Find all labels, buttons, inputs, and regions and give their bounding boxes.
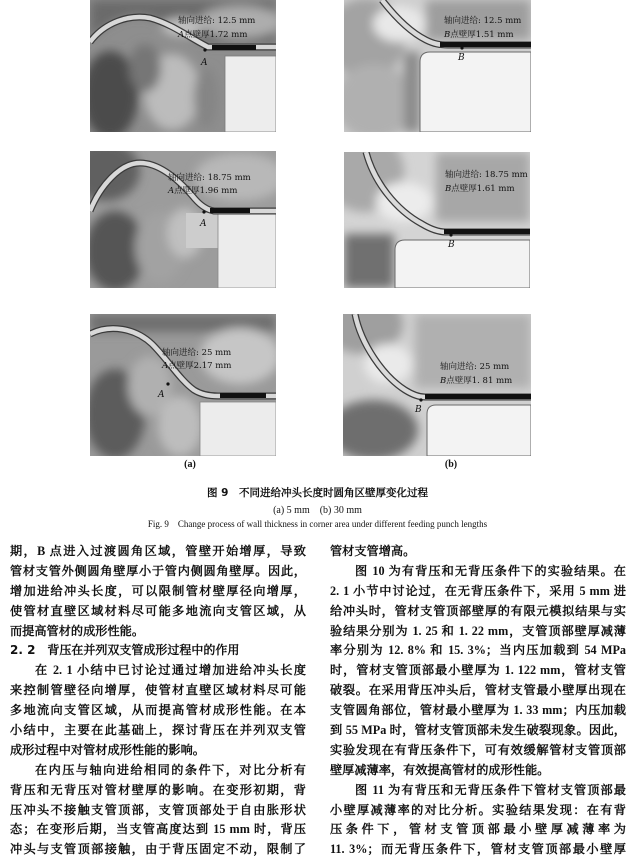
- text-line: 图 11 为有背压和无背压条件下管材支管顶部最: [355, 782, 626, 797]
- die-block: [200, 402, 276, 456]
- text-line: 时，管材支管顶部最小壁厚为 1. 122 mm，管材支管: [330, 663, 626, 678]
- text-line: 而提高管材的成形性能。: [10, 623, 145, 638]
- thickness-label: [439, 375, 512, 386]
- text-line: 小壁厚减薄率的对比分析。实验结果发现：在有背: [330, 802, 626, 817]
- text-line: 冲头与支管顶部接触，由于背压固定不动，限制了: [10, 842, 306, 857]
- text-line: 背压和无背压对管材壁厚的影响。在变形初期，背: [10, 782, 306, 797]
- die-block: [420, 52, 531, 132]
- text-line: 给冲头时，管材支管顶部壁厚的有限元模拟结果与实: [330, 603, 626, 618]
- die-block: [225, 56, 276, 132]
- feed-label: 轴向进给: 18.75 mm: [168, 173, 251, 183]
- point-marker: [460, 46, 463, 49]
- fea-panel-a-row3: [90, 314, 276, 456]
- text-line: 增加进给冲头长度，可以限制管材壁厚径向增厚，: [10, 583, 306, 598]
- text-line: 来控制管壁径向增厚，使管材直壁区域材料尽可能: [10, 683, 306, 698]
- fea-panel-a-row1: [90, 0, 276, 132]
- thickness-label: [443, 29, 514, 40]
- figure-caption-subcaption: (a) 5 mm (b) 30 mm: [273, 505, 362, 516]
- point-label: B: [415, 405, 422, 415]
- thickness-label: [161, 360, 231, 371]
- feed-punch: [220, 393, 266, 398]
- thickness-value: 点壁厚1. 81 mm: [446, 376, 513, 386]
- die-block: [395, 240, 530, 288]
- feed-label: 轴向进给: 25 mm: [440, 362, 510, 372]
- thickness-value: 点壁厚1.51 mm: [450, 30, 514, 40]
- die-block: [427, 405, 531, 456]
- thickness-point: A: [178, 30, 185, 40]
- thickness-label: [177, 29, 247, 40]
- text-line: 多地流向支管区域，从而提高管材成形性能。在本: [10, 703, 306, 718]
- text-line: 支管圆角部位，管材最小壁厚为 1. 33 mm；内压加载: [330, 703, 626, 718]
- text-line: 2. 1 小节中讨论过，在无背压条件下，采用 5 mm 进: [330, 583, 626, 598]
- point-marker: [202, 210, 205, 213]
- point-label: B: [458, 53, 465, 63]
- text-line: 图 10 为有背压和无背压条件下的实验结果。在: [355, 563, 626, 578]
- text-line: 11. 3%；而无背压条件下，管材支管顶部最小壁厚: [330, 842, 626, 857]
- figure-caption-chinese: 图 9 不同进给冲头长度时圆角区壁厚变化过程: [207, 487, 428, 499]
- point-marker: [449, 233, 452, 236]
- text-column-left: [10, 542, 306, 860]
- text-line: 管材支管外侧圆角壁厚小于管内侧圆角壁厚。因此，: [10, 563, 306, 578]
- feed-punch: [440, 42, 531, 47]
- point-marker: [203, 48, 206, 51]
- point-label: B: [448, 240, 455, 250]
- die-block: [218, 214, 276, 288]
- thickness-label: [444, 183, 515, 194]
- point-label: A: [201, 58, 208, 68]
- text-line: 管材支管增高。: [330, 544, 416, 558]
- text-line: 验结果分别为 1. 25 和 1. 22 mm，支管顶部壁厚减薄: [330, 623, 626, 638]
- text-line: 态；在变形后期，当支管高度达到 15 mm 时，背压: [10, 822, 306, 837]
- thickness-point: B: [445, 184, 452, 194]
- thickness-point: B: [444, 30, 451, 40]
- text-line: 使管材直壁区域材料尽可能多地流向支管区域，从: [10, 603, 306, 618]
- feed-punch: [210, 208, 250, 213]
- thickness-value: 点壁厚1.72 mm: [184, 30, 248, 40]
- text-line: 压条件下，管材支管顶部最小壁厚减薄率为: [330, 822, 626, 837]
- text-line: 到 55 MPa 时，管材支管顶部未发生破裂现象。因此，: [330, 723, 626, 738]
- text-line: 破裂。在采用背压冲头后，管材支管最小壁厚出现在: [330, 683, 626, 698]
- text-line: 成形过程中对管材成形性能的影响。: [10, 742, 205, 757]
- point-label: A: [158, 390, 165, 400]
- point-marker: [166, 382, 169, 385]
- fea-panel-b-row2: [344, 152, 530, 288]
- thickness-value: 点壁厚1.96 mm: [174, 186, 238, 196]
- point-marker: [419, 398, 422, 401]
- thickness-value: 点壁厚1.61 mm: [451, 184, 515, 194]
- text-line: 率分别为 12. 8% 和 15. 3%；当内压加载到 54 MPa: [330, 643, 626, 658]
- subfigure-label-a: (a): [184, 459, 196, 470]
- fea-panel-b-row1: [344, 0, 531, 132]
- text-line: 在内压与轴向进给相同的条件下，对比分析有: [35, 762, 306, 777]
- feed-label: 轴向进给: 12.5 mm: [444, 16, 522, 26]
- feed-punch: [425, 394, 531, 399]
- subfigure-label-b: (b): [444, 459, 458, 470]
- feed-punch: [444, 229, 530, 234]
- thickness-point: B: [440, 376, 447, 386]
- text-line: 在 2. 1 小结中已讨论过通过增加进给冲头长度: [35, 663, 306, 678]
- feed-punch: [212, 45, 256, 50]
- text-column-right: [330, 542, 626, 860]
- fea-panel-b-row3: [343, 314, 531, 456]
- text-line: 实验发现在有背压条件下，可有效缓解管材支管顶部: [330, 742, 626, 757]
- thickness-label: [167, 185, 237, 196]
- figure-caption-english: Fig. 9 Change process of wall thickness in corner area under different feeding punch lengths: [147, 519, 488, 529]
- feed-label: 轴向进给: 12.5 mm: [178, 16, 256, 26]
- fea-panel-a-row2: [90, 151, 276, 288]
- thickness-point: A: [162, 361, 169, 371]
- text-line: 小结中，主要在此基础上，探讨背压在并列双支管: [10, 723, 306, 738]
- text-line: 压冲头不接触支管顶部，支管顶部处于自由胀形状: [10, 802, 306, 817]
- feed-label: 轴向进给: 25 mm: [162, 348, 232, 358]
- text-line: 期，B 点进入过渡圆角区域，管壁开始增厚，导致: [10, 544, 306, 558]
- point-label: A: [200, 219, 207, 229]
- section-heading: 2. 2 背压在并列双支管成形过程中的作用: [10, 643, 240, 658]
- thickness-value: 点壁厚2.17 mm: [168, 361, 232, 371]
- text-line: 壁厚减薄率，有效提高管材的成形性能。: [330, 762, 550, 777]
- thickness-point: A: [168, 186, 175, 196]
- feed-label: 轴向进给: 18.75 mm: [445, 170, 528, 180]
